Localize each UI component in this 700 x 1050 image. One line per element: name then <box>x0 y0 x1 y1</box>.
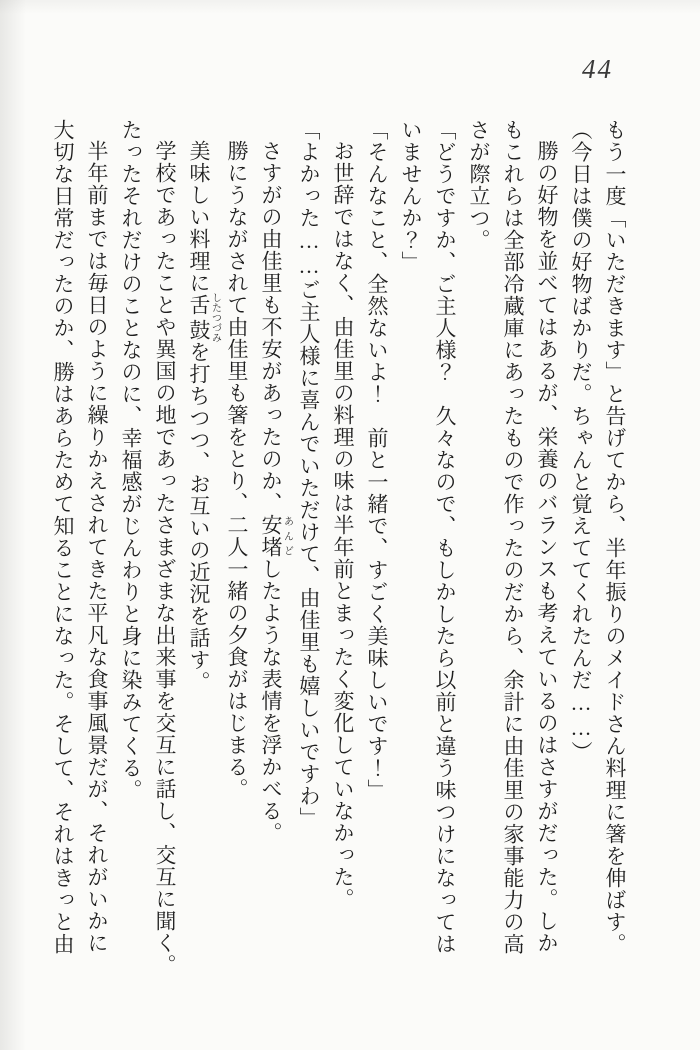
paragraph: 勝の好物を並べてはあるが、栄養のバランスも考えているのはさすがだった。しか もこれらは全部冷蔵庫にあったもので作ったのだから、余計に由佳里の家事能力の高 さが際立つ。 <box>467 119 559 955</box>
paragraph: お世辞ではなく、由佳里の料理の味は半年前とまったく変化していなかった。 <box>331 140 355 910</box>
paragraph: さすがの由佳里も不安があったのか、安堵あんどしたような表情を浮かべる。 <box>259 140 293 844</box>
paragraph: 学校であったことや異国の地であったさまざまな出来事を交互に話し、交互に聞く。 <box>153 140 177 976</box>
page-number: 44 <box>582 54 613 84</box>
paragraph: 「よかった……ご主人様に喜んでいただけて、由佳里も嬉しいですわ」 <box>297 119 321 829</box>
paragraph: 「そんなこと、全然ないよ！ 前と一緒で、すごく美味しいです！」 <box>365 119 389 801</box>
paragraph: たったそれだけのことなのに、幸福感がじんわりと身に染みてくる。 <box>119 119 143 801</box>
body-text <box>50 119 632 1003</box>
paragraph: もう一度「いただきます」と告げてから、半年振りのメイドさん料理に箸を伸ばす。 <box>603 119 627 955</box>
paragraph: 半年前までは毎日のように繰りかえされてきた平凡な食事風景だが、それがいかに 大切な日常だったのか、勝はあらためて知ることになった。そして、それはきっと由 <box>51 119 109 955</box>
paragraph: 勝にうながされて由佳里も箸をとり、二人一緒の夕食がはじまる。 <box>225 140 249 800</box>
paragraph: （今日は僕の好物ばかりだ。ちゃんと覚えててくれたんだ……） <box>569 119 593 763</box>
ruby-annotated-word: 舌鼓したつづみ <box>187 292 221 343</box>
paragraph: 美味しい料理に舌鼓したつづみを打ちつつ、お互いの近況を話す。 <box>187 140 221 693</box>
ruby-annotated-word: 安堵あんど <box>259 514 293 558</box>
paragraph: 「どうですか、ご主人様？ 久々なので、もしかしたら以前と違う味つけになっては いませんか？」 <box>399 119 457 955</box>
